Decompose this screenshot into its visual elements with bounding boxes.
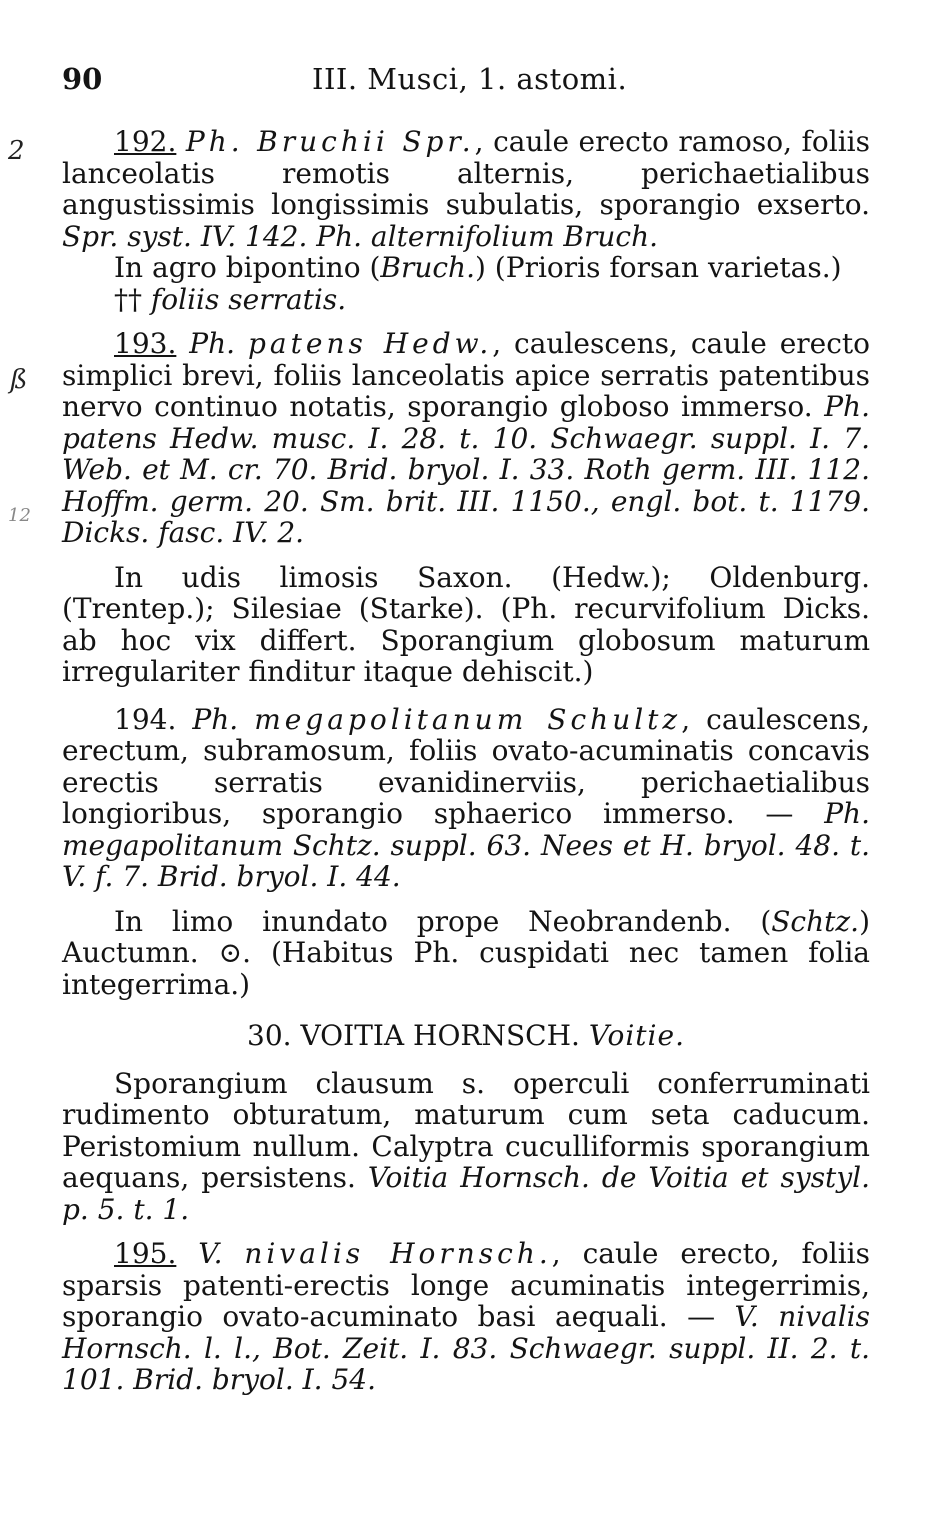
species-description: , caulescens, erectum, subramosum, foliis ovato-acuminatis concavis erectis serratis evanidinerviis, perichaetialibus longioribus, sporangio sphaerico immerso. — (62, 702, 870, 830)
margin-mark-3: 12 (8, 505, 31, 526)
margin-mark-1: 2 (8, 136, 25, 166)
species-references: Ph. patens Hedw. musc. I. 28. t. 10. Schwaegr. suppl. I. 7. Web. et M. cr. 70. Brid. bryol. I. 33. Roth germ. III. 112. Hoffm. germ. 20. Sm. brit. III. 1150., engl. bot. t. 1179. Dicks. fasc. IV. 2. (62, 390, 870, 549)
subgroup-heading (62, 284, 870, 316)
genus-description: Sporangium clausum s. operculi conferruminati rudimento obturatum, maturum cum seta caducum. Peristomium nullum. Calyptra cuculliformis sporangium aequans, persistens. Voitia Hornsch. de Voitia et systyl. p. 5. t. 1. (62, 1066, 870, 1226)
species-references: Spr. syst. IV. 142. Ph. alternifolium Bruch. (62, 219, 658, 253)
species-description: , caule erecto ramoso, foliis lanceolatis remotis alternis, perichaetialibus angustissimis longissimis subulatis, sporangio exserto. (62, 125, 870, 221)
species-name: megapolitanum Schultz (254, 702, 682, 736)
species-description: , caule erecto, foliis sparsis patenti-erectis longe acuminatis integerrimis, sporangio ovato-acuminato basi aequali. — (62, 1237, 870, 1333)
entry-195: 195. V. nivalis Hornsch., caule erecto, foliis sparsis patenti-erectis longe acuminatis integerrimis, sporangio ovato-acuminato basi aequali. — V. nivalis Hornsch. l. l., Bot. Zeit. I. 83. Schwaegr. suppl. II. 2. t. 101. Brid. bryol. I. 54. (62, 1237, 870, 1396)
species-references: V. nivalis Hornsch. l. l., Bot. Zeit. I. 83. Schwaegr. suppl. II. 2. t. 101. Brid. bryol. I. 54. (62, 1300, 870, 1396)
species-name: Ph. Bruchii Spr. (185, 125, 475, 158)
entry-193: 193. Ph. patens Hedw., caulescens, caule erecto simplici brevi, foliis lanceolatis apice serratis patentibus nervo continuo notatis, sporangio globoso immerso. Ph. patens Hedw. musc. I. 28. t. 10. Schwaegr. suppl. I. 7. Web. et M. cr. 70. Brid. bryol. I. 33. Roth germ. III. 112. Hoffm. germ. 20. Sm. brit. III. 1150., engl. bot. t. 1179. Dicks. fasc. IV. 2. (62, 327, 871, 549)
genus-heading: 30. VOITIA HORNSCH. Voitie. (247, 1019, 685, 1052)
body-text (62, 126, 870, 1396)
species-description: , caulescens, caule erecto simplici brevi, foliis lanceolatis apice serratis patentibus nervo continuo notatis, sporangio globoso immerso. (62, 327, 871, 423)
page-header (62, 62, 868, 102)
habitat-194: In limo inundato prope Neobrandenb. (Schtz.) Auctumn. ⊙. (Habitus Ph. cuspidati nec tamen folia integerrima.) (62, 904, 870, 1001)
dagger-mark: †† (114, 282, 142, 316)
margin-mark-2: ß (10, 365, 28, 395)
species-name: patens Hedw. (248, 327, 493, 360)
species-references: Ph. megapolitanum Schtz. suppl. 63. Nees et H. bryol. 48. t. V. f. 7. Brid. bryol. I. 44. (62, 797, 870, 893)
annual-symbol: ⊙. (218, 936, 252, 969)
entry-number: 195. (114, 1237, 177, 1270)
species-name: nivalis Hornsch. (244, 1237, 552, 1270)
entry-number: 194. (114, 702, 177, 736)
running-head: III. Musci, 1. astomi. (312, 62, 628, 96)
habitat-192: In agro bipontino (Bruch.) (Prioris forsan varietas.) (114, 251, 842, 284)
subgroup-label: foliis serratis. (150, 282, 347, 316)
entry-192 (62, 126, 870, 252)
entry-number: 192. (114, 125, 177, 158)
entry-number: 193. (114, 327, 177, 360)
page-number: 90 (62, 62, 103, 96)
entry-194: 194. Ph. megapolitanum Schultz, caulescens, erectum, subramosum, foliis ovato-acuminatis concavis erectis serratis evanidinerviis, perichaetialibus longioribus, sporangio sphaerico immerso. — Ph. megapolitanum Schtz. suppl. 63. Nees et H. bryol. 48. t. V. f. 7. Brid. bryol. I. 44. (62, 702, 870, 893)
habitat-193: In udis limosis Saxon. (Hedw.); Oldenburg. (Trentep.); Silesiae (Starke). (Ph. recurvifolium Dicks. ab hoc vix differt. Sporangium globosum maturum irregulariter finditur itaque dehiscit.) (62, 560, 870, 688)
